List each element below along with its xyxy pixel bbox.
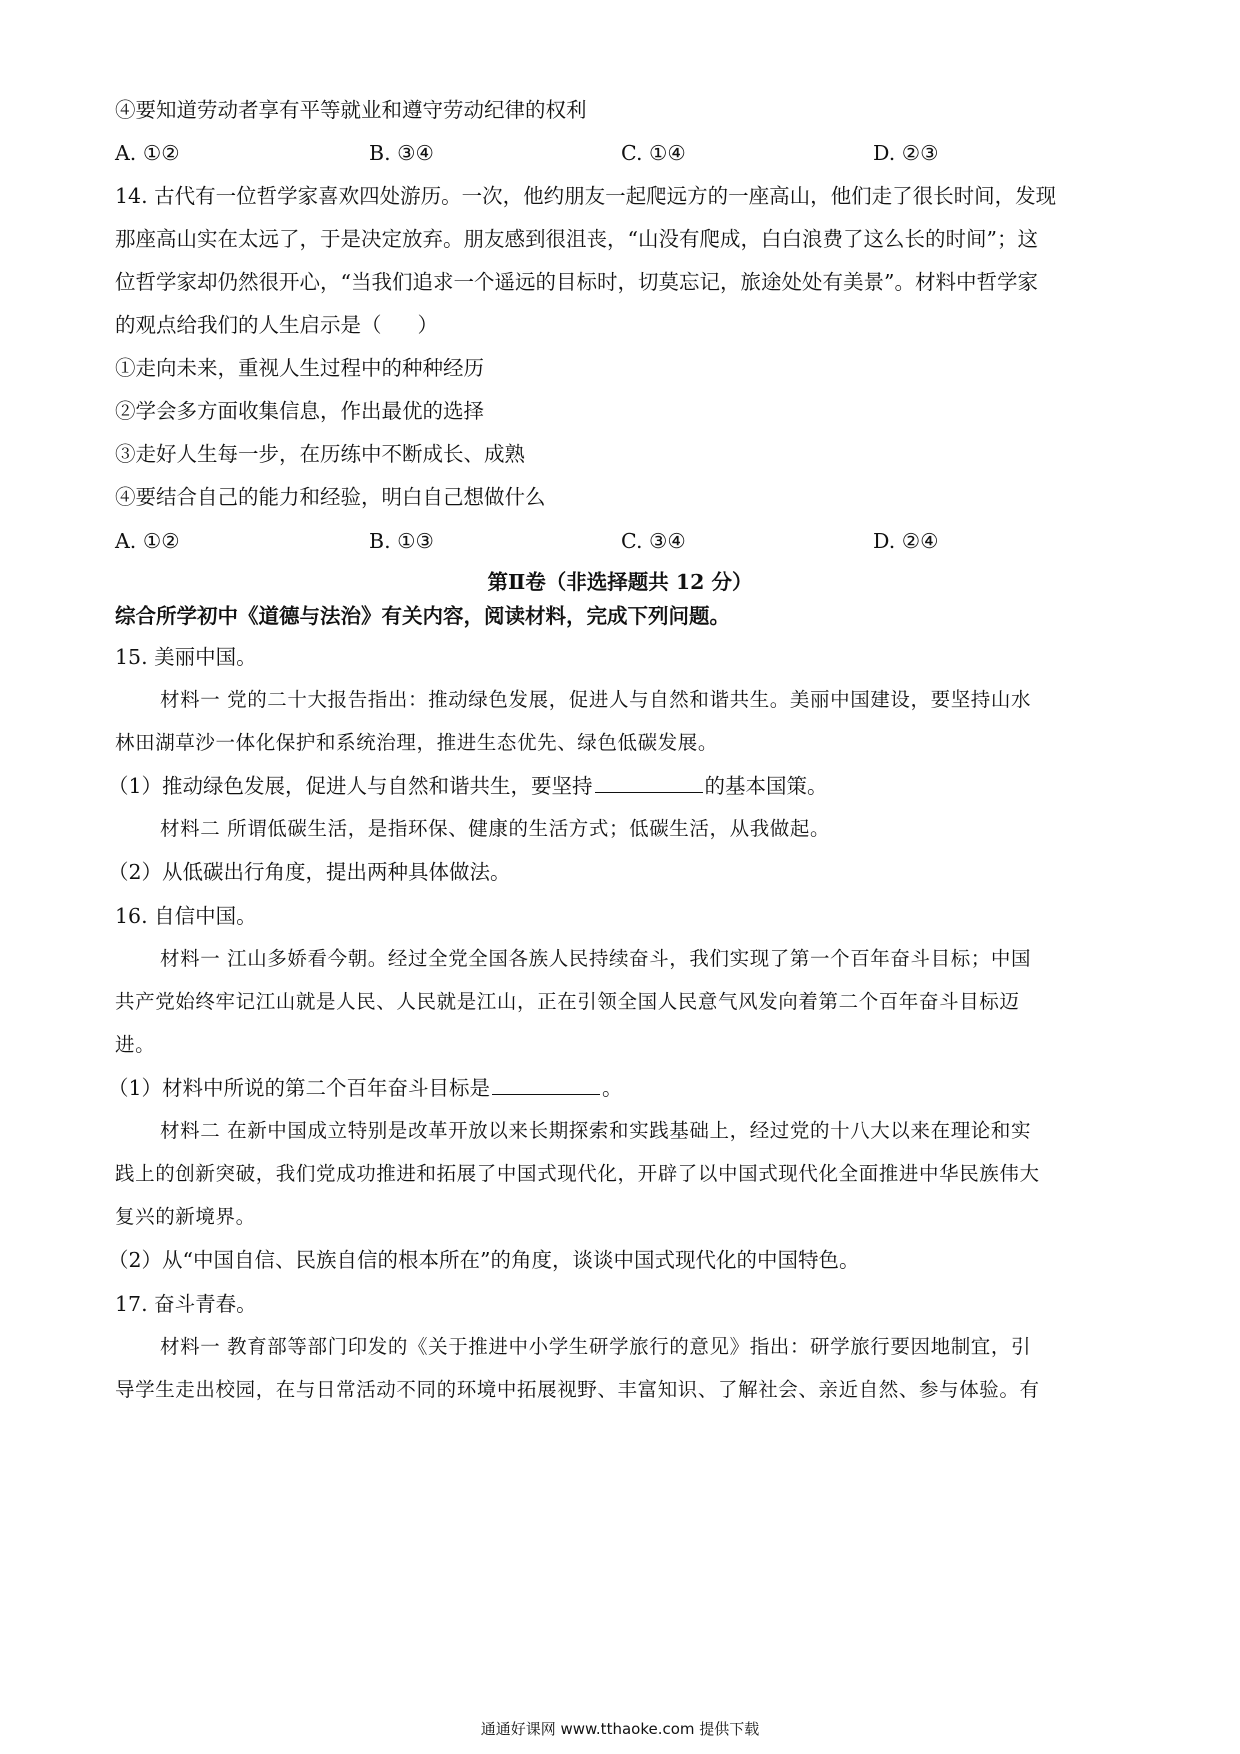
q15-material-2: 材料二 所谓低碳生活，是指环保、健康的生活方式；低碳生活，从我做起。 [160, 817, 831, 840]
q14-option-d: D. ②④ [873, 529, 939, 553]
q16-material-2-line-1: 材料二 在新中国成立特别是改革开放以来长期探索和实践基础上，经过党的十八大以来在理论和实 [160, 1119, 1032, 1142]
q16-sub1-suffix: 。 [602, 1076, 623, 1100]
q16-material-2-line-3: 复兴的新境界。 [115, 1205, 256, 1228]
q14-question-paren-close: ） [417, 313, 438, 337]
q17-material-1-line-1: 材料一 教育部等部门印发的《关于推进中小学生研学旅行的意见》指出：研学旅行要因地制宜，引 [160, 1335, 1032, 1358]
q14-text-line-4 [115, 311, 438, 339]
q14-statement-1: ①走向未来，重视人生过程中的种种经历 [115, 356, 484, 380]
q13-statement-4: ④要知道劳动者享有平等就业和遵守劳动纪律的权利 [115, 98, 587, 122]
q15-subquestion-1 [108, 772, 828, 800]
q15-heading: 15. 美丽中国。 [115, 645, 257, 669]
q14-text-line-3: 位哲学家却仍然很开心，“当我们追求一个遥远的目标时，切莫忘记，旅途处处有美景”。材料中哲学家 [115, 270, 1038, 294]
q16-sub1-text: （1）材料中所说的第二个百年奋斗目标是 [108, 1076, 491, 1100]
page-footer: 通通好课网 www.tthaoke.com 提供下载 [480, 1720, 760, 1738]
q15-material-1-line-2: 林田湖草沙一体化保护和系统治理，推进生态优先、绿色低碳发展。 [115, 731, 719, 754]
q14-statement-4: ④要结合自己的能力和经验，明白自己想做什么 [115, 485, 546, 509]
q13-option-b: B. ③④ [369, 141, 434, 165]
q13-options [115, 139, 975, 167]
q17-material-1-line-2: 导学生走出校园，在与日常活动不同的环境中拓展视野、丰富知识、了解社会、亲近自然、参与体验。有 [115, 1378, 1040, 1401]
fill-in-blank[interactable] [595, 772, 703, 793]
q13-option-a: A. ①② [115, 141, 180, 165]
q14-options [115, 527, 975, 555]
q15-material-1-line-1: 材料一 党的二十大报告指出：推动绿色发展，促进人与自然和谐共生。美丽中国建设，要坚持山水 [160, 688, 1032, 711]
fill-in-blank[interactable] [492, 1074, 600, 1095]
q14-statement-2: ②学会多方面收集信息，作出最优的选择 [115, 399, 484, 423]
q13-option-c: C. ①④ [621, 141, 686, 165]
q15-sub1-suffix: 的基本国策。 [704, 774, 828, 798]
q16-heading: 16. 自信中国。 [115, 904, 257, 928]
q13-option-d: D. ②③ [873, 141, 939, 165]
q15-subquestion-2: （2）从低碳出行角度，提出两种具体做法。 [108, 860, 511, 884]
q17-heading: 17. 奋斗青春。 [115, 1292, 257, 1316]
q16-material-1-line-2: 共产党始终牢记江山就是人民、人民就是江山，正在引领全国人民意气风发向着第二个百年奋斗目标迈 [115, 990, 1020, 1013]
q14-text-line-2: 那座高山实在太远了，于是决定放弃。朋友感到很沮丧，“山没有爬成，白白浪费了这么长的时间”；这 [115, 227, 1038, 251]
q16-subquestion-1 [108, 1074, 623, 1102]
section-title: 第Ⅱ卷（非选择题共 12 分） [487, 570, 753, 594]
q14-option-c: C. ③④ [621, 529, 686, 553]
q14-option-a: A. ①② [115, 529, 180, 553]
q14-question-stem: 的观点给我们的人生启示是（ [115, 313, 382, 337]
q14-statement-3: ③走好人生每一步，在历练中不断成长、成熟 [115, 442, 525, 466]
q15-sub1-text: （1）推动绿色发展，促进人与自然和谐共生，要坚持 [108, 774, 593, 798]
q16-material-2-line-2: 践上的创新突破，我们党成功推进和拓展了中国式现代化，开辟了以中国式现代化全面推进中华民族伟大 [115, 1162, 1040, 1185]
section-instruction: 综合所学初中《道德与法治》有关内容，阅读材料，完成下列问题。 [115, 604, 730, 628]
q14-option-b: B. ①③ [369, 529, 434, 553]
q16-material-1-line-3: 进。 [115, 1033, 156, 1056]
q14-text-line-1: 14. 古代有一位哲学家喜欢四处游历。一次，他约朋友一起爬远方的一座高山，他们走了很长时间，发现 [115, 184, 1057, 208]
q16-subquestion-2: （2）从“中国自信、民族自信的根本所在”的角度，谈谈中国式现代化的中国特色。 [108, 1248, 860, 1272]
q16-material-1-line-1: 材料一 江山多娇看今朝。经过全党全国各族人民持续奋斗，我们实现了第一个百年奋斗目标；中国 [160, 947, 1032, 970]
